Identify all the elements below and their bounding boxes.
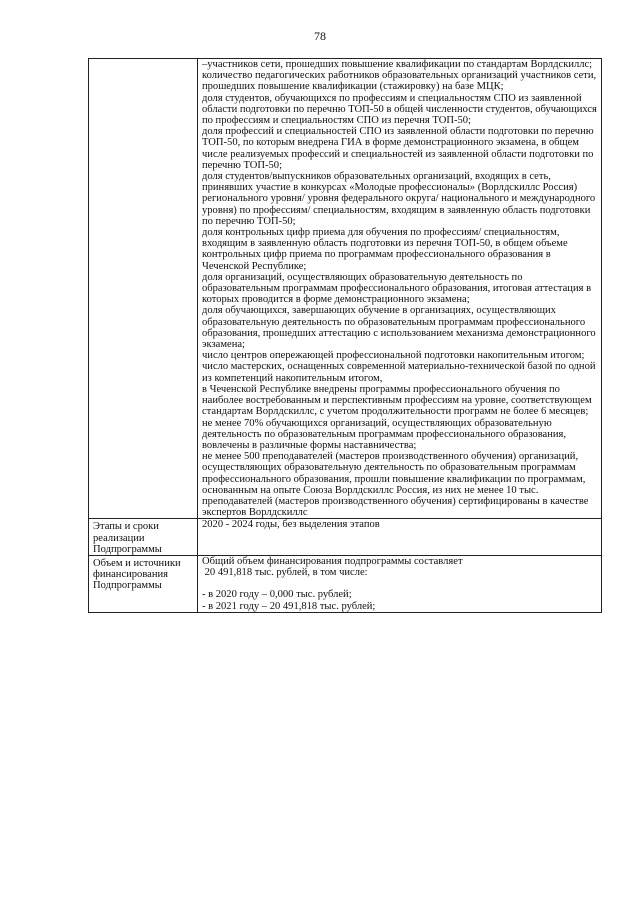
table-row-finance bbox=[89, 555, 602, 612]
finance-value bbox=[198, 555, 602, 612]
indicator-item: доля студентов/выпускников образовательных организаций, входящих в сеть, принявших участие в конкурсах «Молодые профессионалы» (Ворлдскиллс Россия) регионального уровня/ уровня федерального округа/ национального и международного уровня) по профессиям/ специальностям, входящим в заявленную область подготовки по перечню ТОП-50; bbox=[202, 171, 596, 227]
indicator-item: доля профессий и специальностей СПО из заявленной области подготовки по перечню ТОП-50, по которым внедрена ГИА в форме демонстрационного экзамена, в общем числе реализуемых профессий и специальностей из заявленной области подготовки по перечню ТОП-50; bbox=[202, 126, 594, 171]
indicator-item: число центров опережающей профессиональной подготовки накопительным итогом; bbox=[202, 350, 585, 362]
finance-line: - в 2021 году – 20 491,818 тыс. рублей; bbox=[202, 600, 376, 612]
indicator-item: не менее 70% обучающихся организаций, осуществляющих образовательную деятельность по образовательным программам профессионального образования, вовлечены в различные формы наставничества; bbox=[202, 417, 567, 451]
stages-value: 2020 - 2024 годы, без выделения этапов bbox=[198, 519, 602, 556]
blank-line bbox=[202, 578, 597, 589]
page-number: 78 bbox=[314, 29, 326, 43]
finance-line: - в 2020 году – 0,000 тыс. рублей; bbox=[202, 589, 352, 601]
indicators-cell bbox=[198, 59, 602, 519]
indicator-item: количество педагогических работников образовательных организаций участников сети, прошедших повышение квалификации (стажировку) на базе МЦК; bbox=[202, 70, 597, 93]
finance-line: 20 491,818 тыс. рублей, в том числе: bbox=[202, 567, 368, 579]
indicator-item: не менее 500 преподавателей (мастеров производственного обучения) организаций, осуществляющих образовательную деятельность по образовательным программам профессионального образования, прошли повышение квалификации по программам, основанным на опыте Союза Ворлдскиллс Россия, из них не менее 10 тыс. преподавателей (мастеров производственного обучения) сертифицированы в качестве экспертов Ворлдскиллс bbox=[202, 451, 589, 519]
table-row-stages bbox=[89, 519, 602, 556]
indicator-item: доля контрольных цифр приема для обучения по профессиям/ специальностям, входящим в заявленную область подготовки из перечня ТОП-50, в общем объеме контрольных цифр приема по программам профессионального образования в Чеченской Республике; bbox=[202, 227, 568, 272]
table-row-indicators bbox=[89, 59, 602, 519]
indicator-item: доля организаций, осуществляющих образовательную деятельность по образовательным программам профессионального образования, итоговая аттестация в которых проводится в форме демонстрационного экзамена; bbox=[202, 271, 592, 306]
passport-table bbox=[88, 58, 602, 613]
stages-label: Этапы и сроки реализации Подпрограммы bbox=[89, 519, 198, 556]
finance-label: Объем и источники финансирования Подпрограммы bbox=[89, 555, 198, 612]
indicator-item: в Чеченской Республике внедрены программы профессионального обучения по наиболее востребованным и перспективным профессиям на уровне, соответствующем стандартам Ворлдскиллс, с учетом продолжительности программ не более 6 месяцев; bbox=[202, 383, 592, 418]
indicator-item: доля студентов, обучающихся по профессиям и специальностям СПО из заявленной области подготовки по перечню ТОП-50 в общей численности студентов, обучающихся по профессиям и специальностям СПО из перечня ТОП-50; bbox=[202, 92, 597, 127]
indicator-item: –участников сети, прошедших повышение квалификации по стандартам Ворлдскиллс; bbox=[202, 59, 593, 70]
indicator-item: доля обучающихся, завершающих обучение в организациях, осуществляющих образовательную деятельность по образовательным программам профессионального образования, прошедших аттестацию с использованием механизма демонстрационного экзамена; bbox=[202, 305, 596, 351]
label-cell-empty bbox=[89, 59, 198, 519]
indicator-item: число мастерских, оснащенных современной материально-технической базой по одной из компетенций накопительным итогом, bbox=[202, 361, 596, 384]
finance-line: Общий объем финансирования подпрограммы составляет bbox=[202, 555, 463, 567]
